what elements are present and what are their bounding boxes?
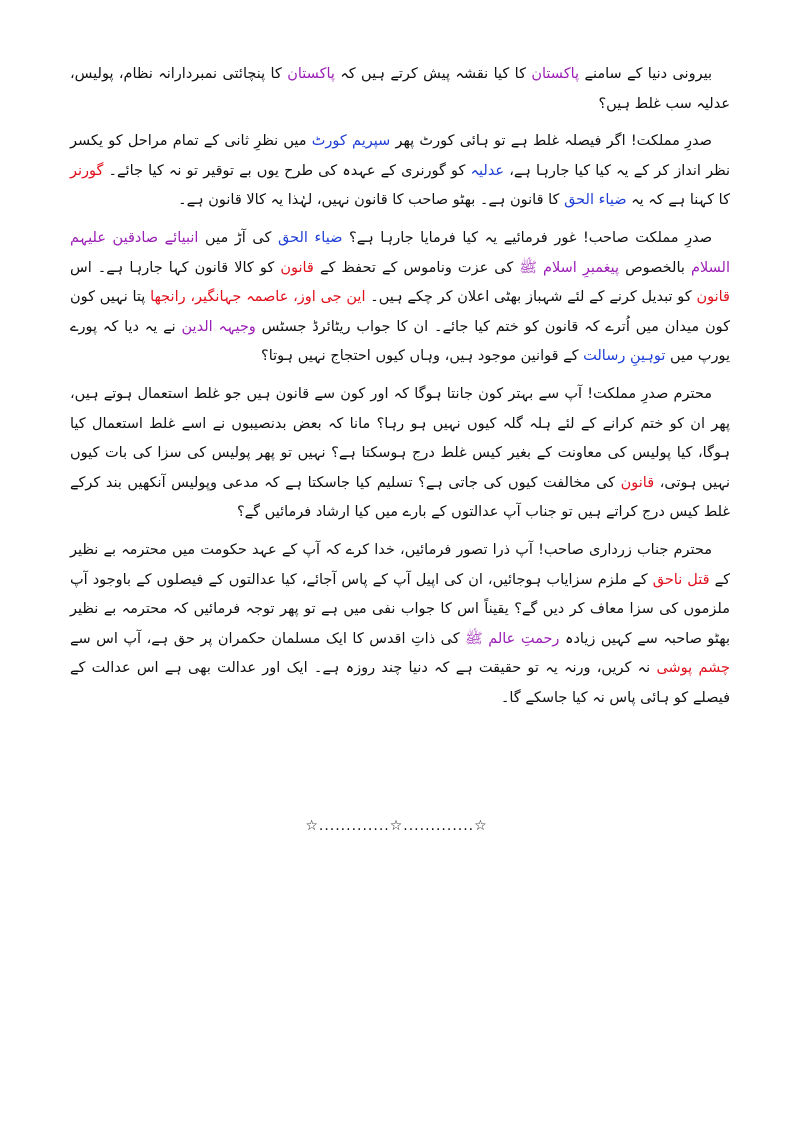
highlighted-term: وجیہہ الدین [181,318,256,335]
highlighted-term: انبیائے صادقین علیہم السلام [70,229,730,276]
text-run: صدرِ مملکت صاحب! غور فرمائیے یہ کیا فرمایا جارہا ہے؟ [342,229,713,246]
text-run: کی ذاتِ اقدس کا ایک مسلمان حکمران پر حق ہے، آپ اس سے [70,630,466,647]
text-run: بیرونی دنیا کے سامنے [579,66,712,82]
highlighted-term: پاکستان [287,66,335,82]
highlighted-term: قتل ناحق [652,571,710,588]
paragraph-1 [70,60,730,119]
text-run: کا قانون ہے۔ بھٹو صاحب کا قانون نہیں، لہٰذا یہ کالا قانون ہے۔ [178,192,565,209]
text-run: نے یہ دیا کہ پورے یورپ میں [70,318,730,365]
text-run: کی آڑ میں [198,229,278,246]
text-run: میں نظرِ ثانی کے تمام مراحل کو یکسر نظر انداز کر کے یہ کیا کیا جارہا ہے، [70,133,730,179]
highlighted-term: پاکستان [531,66,580,82]
text-run: کا کہنا ہے کہ یہ [626,192,730,209]
text-run: صدرِ مملکت! اگر فیصلہ غلط ہے تو ہائی کورٹ پھر [390,133,712,150]
highlighted-term: ضیاء الحق [564,192,627,209]
highlighted-term: قانون [280,259,314,276]
highlighted-term: قانون [696,289,730,306]
highlighted-term: این جی اوز، عاصمہ جہانگیر، رانجھا [150,289,366,306]
paragraph-4 [70,380,730,528]
highlighted-term: پیغمبرِ اسلام ﷺ [519,259,620,276]
text-run: محترم جناب زرداری صاحب! آپ ذرا تصور فرمائیں، خدا کرے کہ آپ کے عہد حکومت میں محترمہ بے نظیر کے [70,541,730,588]
text-run: بالخصوص [619,259,691,276]
text-run: کے قوانین موجود ہیں، وہاں کیوں احتجاج نہیں ہوتا؟ [261,348,584,365]
text-run: کو تبدیل کرنے کے لئے شہباز بھٹی اعلان کر چکے ہیں۔ [365,289,697,306]
highlighted-term: رحمتِ عالم ﷺ [465,630,560,647]
highlighted-term: قانون [620,474,655,491]
text-run: کے ملزم سزایاب ہوجائیں، ان کی اپیل آپ کے پاس آجائے، کیا عدالتوں کے فیصلوں کے باوجود آپ ملزموں کی سزا معاف کر دیں گے؟ یقیناً اس کا جواب نفی میں ہے تو پھر توجہ فرمائیں کہ محترمہ بے نظیر بھٹو صاحبہ سے کہیں زیادہ [70,571,730,647]
highlighted-term: گورنر [70,162,104,179]
text-run: کو گورنری کے عہدہ کی طرح یوں بے توقیر تو نہ کیا جائے۔ [103,162,471,179]
highlighted-term: سپریم کورٹ [311,133,391,150]
text-run: کو کالا قانون کہا جارہا ہے۔ اس [70,259,281,276]
paragraph-5 [70,536,730,714]
paragraph-3 [70,224,730,372]
highlighted-term: عدلیہ [470,162,505,179]
article-body [70,60,730,721]
text-run: پتا نہیں کون کون میدان میں اُترے کہ قانون کو ختم کیا جائے۔ ان کا جواب ریٹائرڈ جسٹس [70,289,730,335]
highlighted-term: ضیاء الحق [278,229,343,246]
highlighted-term: چشم پوشی [656,660,730,677]
text-run: کی عزت وناموس کے تحفظ کے [313,259,520,276]
text-run: محترم صدرِ مملکت! آپ سے بہتر کون جانتا ہوگا کہ اور کون سے قانون ہیں جو غلط استعمال ہوتے ہیں، پھر ان کو ختم کرانے کے لئے ہلہ گلہ کیوں نہیں ہو رہا؟ مانا کہ بعض بدنصیبوں نے اسے غلط استعمال کیا ہوگا، کیا پولیس کی معاونت کے بغیر کیس غلط درج ہوسکتا ہے؟ نہیں تو پھر پولیس کی سزا کی بات کیوں نہیں ہوتی، [70,385,730,491]
text-run: کی مخالفت کیوں کی جاتی ہے؟ تسلیم کیا جاسکتا ہے کہ مدعی وپولیس آنکھیں بند کرکے غلط کیس درج کراتے ہیں تو جناب آپ عدالتوں کے بارے میں کیا ارشاد فرمائیں گے؟ [70,474,730,521]
text-run: کا کیا نقشہ پیش کرتے ہیں کہ [334,66,532,82]
highlighted-term: توہینِ رسالت [583,348,666,365]
text-run: کا پنچائتی نمبردارانہ نظام، پولیس، عدلیہ سب غلط ہیں؟ [70,66,730,112]
text-run: نہ کریں، ورنہ یہ تو حقیقت ہے کہ دنیا چند روزہ ہے۔ ایک اور عدالت بھی ہے اس عدالت کے فیصلے کو ہائی پاس نہ کیا جاسکے گا۔ [70,660,730,706]
section-divider: ☆.............☆.............☆ [305,818,488,834]
paragraph-2 [70,127,730,216]
